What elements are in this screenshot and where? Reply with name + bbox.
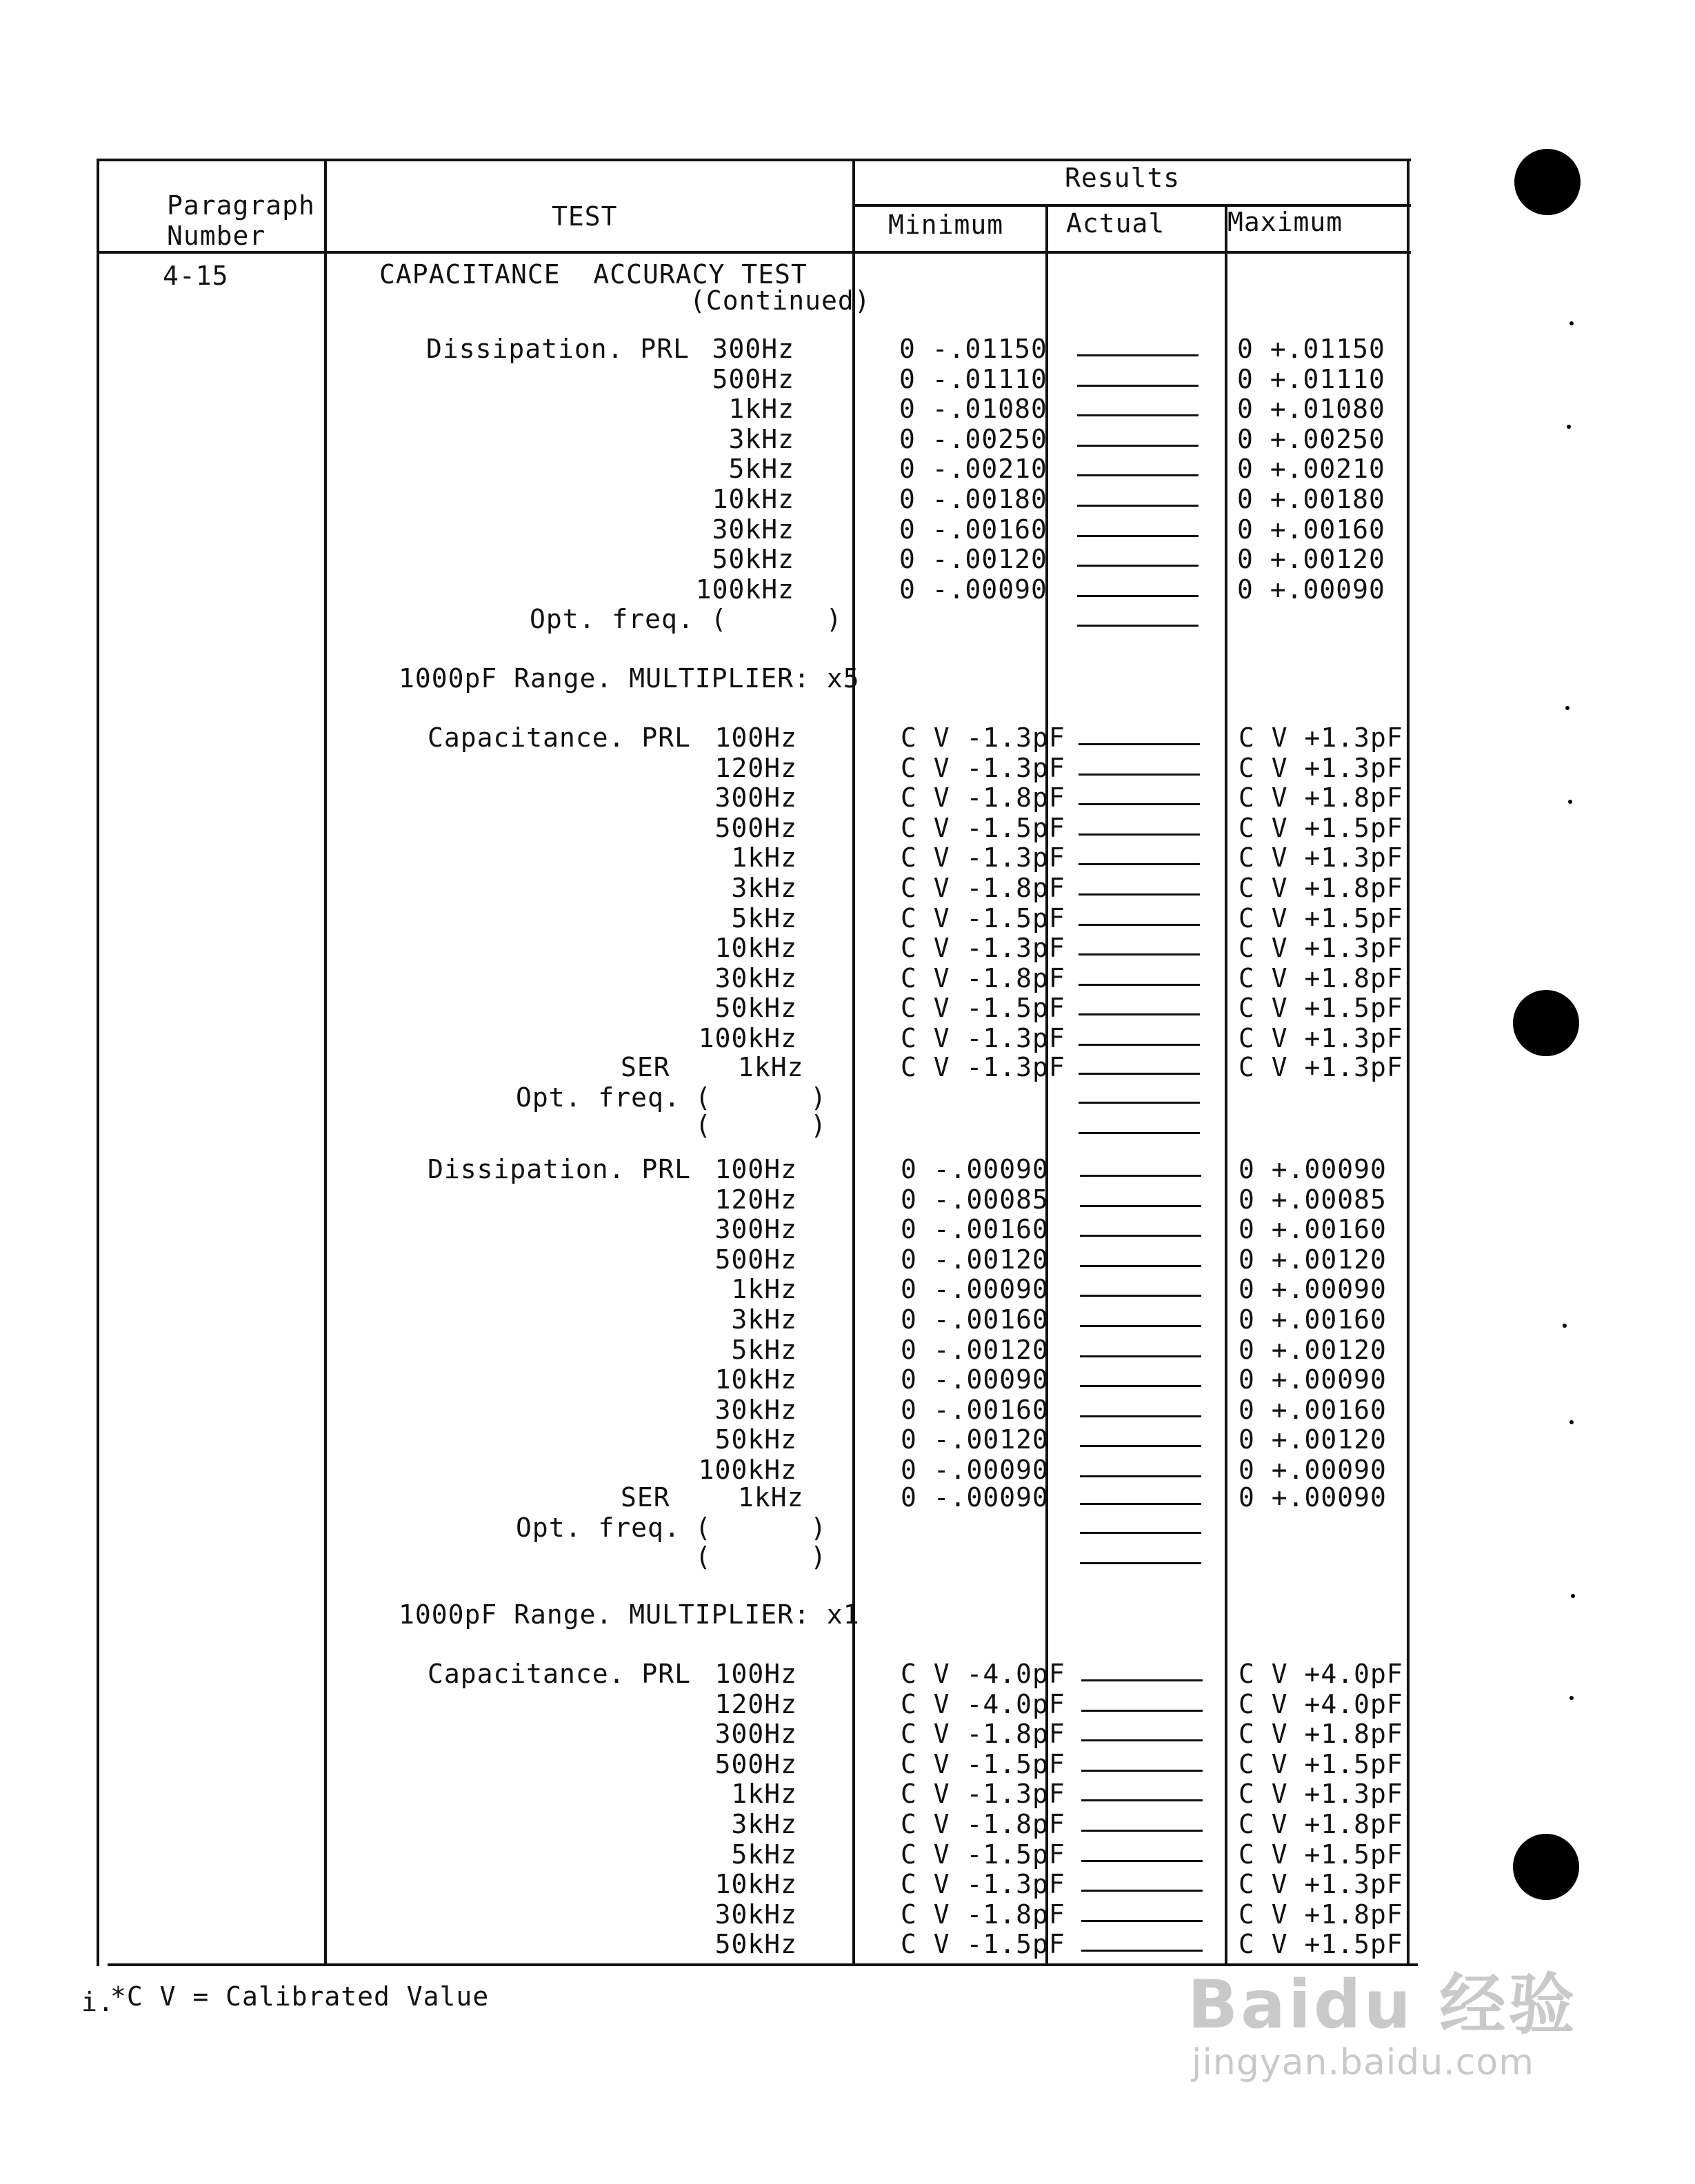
frequency-cell: 100kHz [698,1023,797,1053]
frequency-cell: 120Hz [714,753,797,783]
actual-blank-line [1077,625,1198,627]
maximum-cell: C V +1.8pF [1238,873,1403,903]
actual-blank-line [1080,1265,1201,1267]
minimum-cell: C V -1.3pF [901,753,1065,783]
actual-blank-line [1080,1325,1201,1327]
minimum-cell: 0 -.00090 [899,574,1047,605]
actual-blank-line [1077,414,1198,416]
scan-speck [1568,800,1572,804]
minimum-cell: 0 -.00160 [901,1395,1049,1425]
actual-blank-line [1080,1415,1201,1417]
maximum-cell: C V +1.5pF [1238,993,1403,1023]
minimum-cell: 0 -.00180 [899,484,1047,514]
frequency-cell: 5kHz [728,454,794,484]
actual-blank-line [1077,474,1198,476]
frequency-cell: 100Hz [714,722,797,753]
maximum-cell: C V +4.0pF [1238,1689,1403,1719]
ser-freq-dissipation-x5: 1kHz [738,1482,804,1513]
maximum-cell: C V +1.3pF [1238,1869,1403,1899]
watermark-url: jingyan.baidu.com [1192,2042,1534,2083]
actual-blank-line [1079,1102,1200,1104]
minimum-cell: C V -1.3pF [901,1779,1065,1809]
actual-blank-line [1080,1532,1201,1534]
ser-label-capacitance-x5: SER [621,1052,670,1082]
minimum-cell: 0 -.00160 [901,1304,1049,1335]
section-label-capacitance-x5: Capacitance. PRL [428,722,692,753]
minimum-cell: 0 -.01110 [899,364,1047,394]
actual-blank-line [1081,1920,1203,1922]
frequency-cell: 10kHz [714,933,797,963]
test-title-continued: (Continued) [690,285,871,316]
maximum-cell: C V +1.5pF [1238,813,1403,843]
minimum-cell: 0 -.00090 [901,1154,1049,1184]
minimum-cell: C V -1.8pF [901,1899,1065,1930]
frequency-cell: 50kHz [714,993,797,1023]
scan-speck [1567,425,1571,429]
maximum-cell: 0 +.01150 [1237,334,1385,364]
frequency-cell: 300Hz [714,1719,797,1749]
minimum-cell: 0 -.00120 [901,1335,1049,1365]
minimum-cell: C V -1.8pF [901,963,1065,993]
minimum-cell: C V -1.3pF [901,1023,1065,1053]
maximum-cell: C V +1.8pF [1238,1809,1403,1839]
opt-freq-paren-2-dissipation-x5: ( ) [695,1541,828,1572]
binder-hole-bottom [1513,1834,1579,1900]
maximum-cell: 0 +.00090 [1238,1274,1387,1304]
minimum-cell: C V -4.0pF [901,1689,1065,1719]
maximum-cell: C V +1.3pF [1238,1779,1403,1809]
frequency-cell: 30kHz [714,1899,797,1930]
actual-blank-line [1080,1175,1201,1177]
actual-blank-line [1081,1830,1203,1832]
frequency-cell: 500Hz [712,364,794,394]
frequency-cell: 500Hz [714,1244,797,1275]
minimum-cell: C V -1.3pF [901,722,1065,753]
minimum-cell: C V -1.8pF [901,782,1065,813]
maximum-cell: C V +1.8pF [1238,782,1403,813]
actual-blank-line [1079,1013,1200,1015]
actual-blank-line [1081,1799,1203,1801]
ser-max-capacitance-x5: C V +1.3pF [1238,1052,1403,1082]
table-top-border [97,159,1411,161]
section-label-dissipation-1: Dissipation. PRL [426,334,690,364]
actual-blank-line [1079,1073,1200,1075]
maximum-cell: C V +1.8pF [1238,1899,1403,1930]
actual-blank-line [1081,1770,1203,1772]
actual-blank-line [1081,1710,1203,1712]
maximum-cell: 0 +.00120 [1237,544,1385,574]
actual-blank-line [1077,505,1198,507]
frequency-cell: 3kHz [728,424,794,454]
col-divider-maximum [1225,204,1227,1966]
actual-blank-line [1079,833,1200,836]
frequency-cell: 3kHz [731,873,797,903]
minimum-cell: 0 -.00085 [901,1184,1049,1215]
maximum-cell: 0 +.00160 [1238,1304,1387,1335]
minimum-cell: 0 -.00120 [901,1244,1049,1275]
actual-blank-line [1080,1295,1201,1297]
minimum-cell: 0 -.00250 [899,424,1047,454]
actual-blank-line [1077,385,1198,387]
frequency-cell: 50kHz [714,1424,797,1455]
actual-blank-line [1079,863,1200,865]
minimum-cell: 0 -.00090 [901,1455,1049,1485]
actual-blank-line [1081,1950,1203,1952]
frequency-cell: 1kHz [728,394,794,424]
actual-blank-line [1079,1044,1200,1046]
frequency-cell: 1kHz [731,1779,797,1809]
maximum-cell: C V +1.3pF [1238,1023,1403,1053]
minimum-cell: 0 -.00120 [899,544,1047,574]
header-results: Results [1065,163,1181,193]
actual-blank-line [1079,743,1200,745]
table-right-border [1407,159,1410,1966]
actual-blank-line [1077,535,1198,537]
footnote-mark: i. [81,1987,114,2017]
minimum-cell: 0 -.00160 [901,1214,1049,1244]
header-maximum: Maximum [1227,207,1343,237]
header-test: TEST [552,201,618,232]
frequency-cell: 5kHz [731,1335,797,1365]
maximum-cell: 0 +.00180 [1237,484,1385,514]
actual-blank-line [1081,1860,1203,1862]
maximum-cell: C V +1.5pF [1238,1929,1403,1959]
scan-speck [1571,1594,1575,1598]
maximum-cell: 0 +.01080 [1237,394,1385,424]
minimum-cell: C V -4.0pF [901,1659,1065,1689]
col-divider-test [324,159,327,1966]
frequency-cell: 300Hz [714,1214,797,1244]
maximum-cell: 0 +.00120 [1238,1335,1387,1365]
minimum-cell: 0 -.00120 [901,1424,1049,1455]
scan-speck [1569,321,1574,325]
header-bottom-rule [97,251,1411,254]
frequency-cell: 300Hz [714,782,797,813]
frequency-cell: 10kHz [712,484,794,514]
paragraph-number: 4-15 [163,261,229,291]
frequency-cell: 30kHz [714,1395,797,1425]
actual-blank-line [1081,1679,1203,1681]
ser-label-dissipation-x5: SER [621,1482,670,1513]
maximum-cell: C V +1.5pF [1238,1749,1403,1779]
opt-freq-label-capacitance-x5: Opt. freq. [516,1082,681,1113]
opt-freq-paren-2-capacitance-x5: ( ) [695,1110,828,1140]
actual-blank-line [1079,1132,1200,1134]
header-minimum: Minimum [888,210,1004,240]
opt-freq-label-dissipation-x5: Opt. freq. [516,1513,681,1543]
header-paragraph-line2: Number [167,221,266,251]
frequency-cell: 30kHz [714,963,797,993]
frequency-cell: 500Hz [714,1749,797,1779]
frequency-cell: 1kHz [731,842,797,873]
header-paragraph-line1: Paragraph [167,190,315,221]
range-heading-x5: 1000pF Range. MULTIPLIER: x5 [399,663,860,694]
actual-blank-line [1077,565,1198,567]
minimum-cell: 0 -.00090 [901,1274,1049,1304]
frequency-cell: 50kHz [712,544,794,574]
opt-freq-dissipation-1: Opt. freq. ( ) [530,604,843,634]
actual-blank-line [1077,595,1198,597]
frequency-cell: 30kHz [712,514,794,545]
maximum-cell: C V +1.8pF [1238,963,1403,993]
maximum-cell: 0 +.00250 [1237,424,1385,454]
maximum-cell: 0 +.00160 [1238,1395,1387,1425]
minimum-cell: C V -1.3pF [901,933,1065,963]
header-actual: Actual [1066,208,1165,239]
frequency-cell: 100kHz [698,1455,797,1485]
actual-blank-line [1079,984,1200,986]
frequency-cell: 100Hz [714,1659,797,1689]
actual-blank-line [1079,924,1200,926]
ser-freq-capacitance-x5: 1kHz [738,1052,804,1082]
frequency-cell: 120Hz [714,1689,797,1719]
maximum-cell: C V +1.3pF [1238,753,1403,783]
maximum-cell: C V +4.0pF [1238,1659,1403,1689]
section-label-dissipation-x5: Dissipation. PRL [428,1154,692,1184]
minimum-cell: 0 -.01150 [899,334,1047,364]
binder-hole-middle [1513,990,1579,1056]
ser-min-dissipation-x5: 0 -.00090 [901,1482,1049,1513]
minimum-cell: 0 -.00210 [899,454,1047,484]
actual-blank-line [1080,1475,1201,1477]
frequency-cell: 1kHz [731,1274,797,1304]
minimum-cell: C V -1.5pF [901,813,1065,843]
scan-speck [1569,1420,1574,1424]
frequency-cell: 300Hz [712,334,794,364]
actual-blank-line [1080,1445,1201,1447]
maximum-cell: C V +1.5pF [1238,903,1403,933]
minimum-cell: C V -1.5pF [901,993,1065,1023]
minimum-cell: C V -1.3pF [901,842,1065,873]
minimum-cell: C V -1.8pF [901,873,1065,903]
actual-blank-line [1080,1235,1201,1237]
minimum-cell: C V -1.3pF [901,1869,1065,1899]
frequency-cell: 5kHz [731,1839,797,1870]
maximum-cell: 0 +.00090 [1238,1154,1387,1184]
minimum-cell: 0 -.00090 [901,1364,1049,1395]
minimum-cell: C V -1.5pF [901,1749,1065,1779]
binder-hole-top [1514,149,1581,215]
ser-min-capacitance-x5: C V -1.3pF [901,1052,1065,1082]
actual-blank-line [1077,445,1198,447]
actual-blank-line [1080,1385,1201,1387]
watermark-brand: Baidu 经验 [1187,1966,1578,2043]
maximum-cell: 0 +.00160 [1237,514,1385,545]
ser-max-dissipation-x5: 0 +.00090 [1238,1482,1387,1513]
frequency-cell: 3kHz [731,1809,797,1839]
actual-blank-line [1080,1503,1201,1505]
maximum-cell: 0 +.00090 [1238,1364,1387,1395]
maximum-cell: 0 +.00160 [1238,1214,1387,1244]
minimum-cell: C V -1.5pF [901,903,1065,933]
col-divider-results [852,159,855,1966]
maximum-cell: 0 +.01110 [1237,364,1385,394]
range-heading-x1: 1000pF Range. MULTIPLIER: x1 [399,1599,860,1630]
frequency-cell: 3kHz [731,1304,797,1335]
maximum-cell: C V +1.3pF [1238,842,1403,873]
maximum-cell: 0 +.00120 [1238,1424,1387,1455]
maximum-cell: 0 +.00090 [1238,1455,1387,1485]
test-title: CAPACITANCE ACCURACY TEST [379,259,808,290]
frequency-cell: 10kHz [714,1364,797,1395]
actual-blank-line [1079,803,1200,805]
scan-speck [1565,706,1569,710]
actual-blank-line [1079,893,1200,896]
scan-speck [1563,1324,1567,1328]
maximum-cell: 0 +.00210 [1237,454,1385,484]
actual-blank-line [1081,1890,1203,1892]
maximum-cell: C V +1.3pF [1238,933,1403,963]
opt-freq-paren-1-dissipation-x5: ( ) [695,1513,828,1543]
minimum-cell: C V -1.8pF [901,1719,1065,1749]
maximum-cell: C V +1.3pF [1238,722,1403,753]
maximum-cell: 0 +.00090 [1237,574,1385,605]
frequency-cell: 5kHz [731,903,797,933]
scan-speck [1569,1696,1574,1700]
table-left-border [97,159,99,1966]
actual-blank-line [1080,1562,1201,1564]
actual-blank-line [1080,1205,1201,1207]
minimum-cell: C V -1.8pF [901,1809,1065,1839]
frequency-cell: 50kHz [714,1929,797,1959]
minimum-cell: 0 -.01080 [899,394,1047,424]
actual-blank-line [1079,953,1200,956]
frequency-cell: 500Hz [714,813,797,843]
frequency-cell: 120Hz [714,1184,797,1215]
section-label-capacitance-x1: Capacitance. PRL [428,1659,692,1689]
actual-blank-line [1077,354,1198,356]
minimum-cell: C V -1.5pF [901,1839,1065,1870]
minimum-cell: 0 -.00160 [899,514,1047,545]
footnote: *C V = Calibrated Value [110,1981,490,2012]
actual-blank-line [1081,1739,1203,1741]
opt-freq-paren-1-capacitance-x5: ( ) [695,1082,828,1113]
actual-blank-line [1079,774,1200,776]
maximum-cell: 0 +.00120 [1238,1244,1387,1275]
frequency-cell: 100Hz [714,1154,797,1184]
maximum-cell: C V +1.5pF [1238,1839,1403,1870]
frequency-cell: 10kHz [714,1869,797,1899]
maximum-cell: 0 +.00085 [1238,1184,1387,1215]
maximum-cell: C V +1.8pF [1238,1719,1403,1749]
frequency-cell: 100kHz [695,574,794,605]
actual-blank-line [1080,1355,1201,1357]
minimum-cell: C V -1.5pF [901,1929,1065,1959]
